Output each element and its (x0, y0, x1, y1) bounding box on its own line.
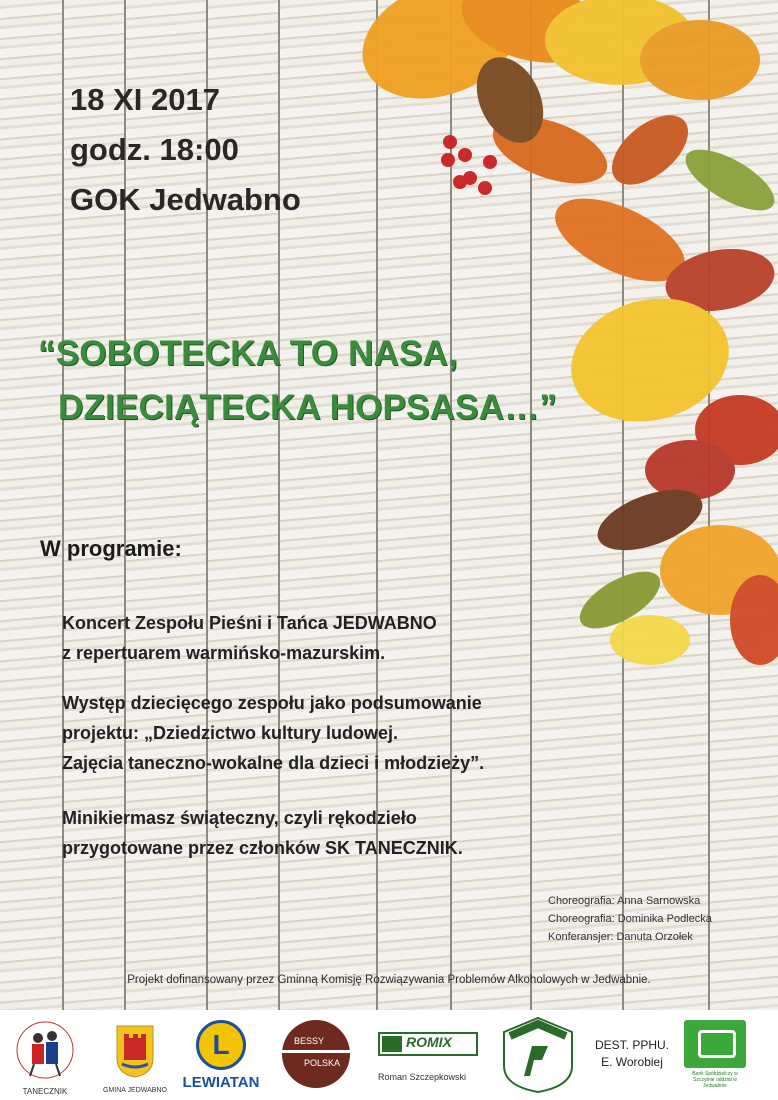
event-date: 18 XI 2017 (70, 82, 220, 117)
romix-label: ROMIX (406, 1034, 452, 1050)
lewiatan-label: LEWIATAN (182, 1074, 260, 1091)
polska-label: POLSKA (304, 1058, 341, 1068)
lasy-panstwowe-logo (502, 1016, 574, 1096)
bank-label: Bank Spółdzielczy w Szczytnie oddział w Jedwabnie (692, 1071, 738, 1089)
funding-note: Projekt dofinansowany przez Gminną Komisję Rozwiązywania Problemów Alkoholowych w Jedwabnie. (127, 974, 651, 986)
event-title-line2: DZIECIĄTECKA HOPSASA…” (58, 388, 557, 427)
bank-logo (684, 1020, 746, 1096)
romix-owner: Roman Szczepkowski (378, 1072, 467, 1082)
program-item-1-line1: Koncert Zespołu Pieśni i Tańca JEDWABNO (62, 613, 437, 633)
program-item-1-line2: z repertuarem warmińsko-mazurskim. (62, 643, 386, 663)
program-item-3-line1: Minikiermasz świąteczny, czyli rękodzieło (62, 808, 417, 828)
event-title-line1: “SOBOTECKA TO NASA, (38, 334, 458, 373)
credit-host: Konferansjer: Danuta Orzołek (548, 931, 693, 943)
event-time: godz. 18:00 (70, 132, 239, 167)
dest-line2: E. Worobiej (601, 1055, 663, 1069)
credit-choreography-2: Choreografia: Dominika Podlecka (548, 913, 712, 925)
program-item-2-line2: projektu: „Dziedzictwo kultury ludowej. (62, 723, 399, 743)
gmina-label: GMINA JEDWABNO (103, 1087, 167, 1094)
lewiatan-logo (178, 1020, 264, 1096)
romix-logo (378, 1032, 478, 1092)
tanecznik-logo (14, 1018, 76, 1096)
credit-choreography-1: Choreografia: Anna Sarnowska (548, 895, 701, 907)
event-venue: GOK Jedwabno (70, 182, 301, 217)
program-item-2-line1: Występ dziecięcego zespołu jako podsumowanie (62, 693, 482, 713)
lewiatan-emblem: L (196, 1020, 246, 1070)
dest-line1: DEST. PPHU. (594, 1038, 669, 1052)
bessy-label: BESSY (294, 1036, 325, 1046)
tanecznik-label: TANECZNIK (22, 1087, 68, 1096)
program-item-2-line3: Zajęcia taneczno-wokalne dla dzieci i młodzieży”. (62, 753, 485, 773)
program-heading: W programie: (40, 536, 182, 561)
sponsors-bar (0, 1010, 778, 1100)
gmina-jedwabno-crest (100, 1024, 170, 1096)
dest-pphu-label (592, 1038, 672, 1069)
bessy-polska-logo (282, 1020, 350, 1088)
program-item-3-line2: przygotowane przez członków SK TANECZNIK. (62, 838, 463, 858)
